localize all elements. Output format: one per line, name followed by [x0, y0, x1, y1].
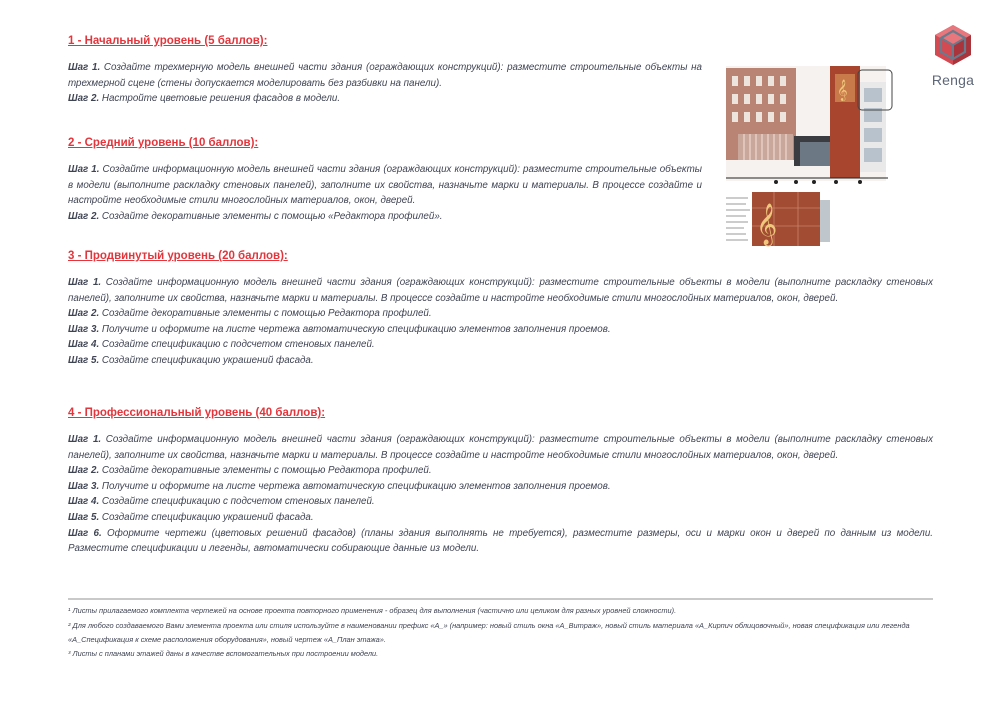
step: Шаг 1. Создайте информационную модель внешней части здания (ограждающих конструкций): разместите строительные объекты в модели (выполните раскладку стеновых панелей), заполните их свойства, назначьте марки и материалы. В процессе создайте и настройте необходимые стили многослойных материалов, окон, дверей. — [68, 434, 933, 461]
footnote-3: ³ Листы с планами этажей даны в качестве вспомогательных при построении модели. — [68, 649, 379, 658]
footnote-divider — [68, 598, 933, 600]
svg-text:𝄞: 𝄞 — [837, 80, 848, 101]
level-4-title: 4 - Профессиональный уровень (40 баллов): — [68, 407, 326, 419]
facade-illustration — [718, 50, 904, 250]
step: Шаг 5. Создайте спецификацию украшений фасада. — [68, 511, 314, 523]
level-3-steps — [68, 275, 933, 369]
level-3-title: 3 - Продвинутый уровень (20 баллов): — [68, 250, 288, 262]
step: Шаг 4. Создайте спецификацию с подсчетом стеновых панелей. — [68, 339, 375, 351]
step: Шаг 2. Создайте декоративные элементы с помощью Редактора профилей. — [68, 465, 432, 477]
step: Шаг 1. Создайте трехмерную модель внешней части здания (ограждающих конструкций): разместите строительные объекты на трехмерной сцене (стены допускается моделировать без разбивки на панели). — [68, 62, 702, 89]
level-2-steps — [68, 162, 702, 224]
renga-logo-icon — [924, 22, 982, 72]
step: Шаг 1. Создайте информационную модель внешней части здания (ограждающих конструкций): разместите строительные объекты в модели (выполните раскладку стеновых панелей), заполните их свойства, назначьте марки и материалы. В процессе создайте и настройте необходимые стили многослойных материалов, окон, дверей. — [68, 164, 702, 207]
step: Шаг 3. Получите и оформите на листе чертежа автоматическую спецификацию элементов заполнения проемов. — [68, 480, 611, 492]
brand-name: Renga — [931, 72, 975, 88]
step: Шаг 4. Создайте спецификацию с подсчетом стеновых панелей. — [68, 496, 375, 508]
step: Шаг 2. Настройте цветовые решения фасадов в модели. — [68, 93, 341, 105]
level-1-steps — [68, 60, 702, 107]
level-2-title: 2 - Средний уровень (10 баллов): — [68, 137, 259, 149]
step: Шаг 2. Создайте декоративные элементы с помощью Редактора профилей. — [68, 308, 432, 320]
level-4-steps — [68, 432, 933, 557]
step: Шаг 1. Создайте информационную модель внешней части здания (ограждающих конструкций): разместите строительные объекты в модели (выполните раскладку стеновых панелей), заполните их свойства, назначьте марки и материалы. В процессе создайте и настройте необходимые стили многослойных материалов, окон, дверей. — [68, 277, 933, 304]
footnote-2: ² Для любого создаваемого Вами элемента проекта или стиля используйте в наименовании префикс «А_» (например: новый стиль окна «А_Витраж», новый стиль материала «А_Кирпич облицовочный», новая спецификация или легенда «А_Спецификация к схеме расположения оборудования», новый чертеж «А_План этажа». — [68, 621, 910, 644]
step: Шаг 5. Создайте спецификацию украшений фасада. — [68, 354, 314, 366]
step: Шаг 6. Оформите чертежи (цветовых решений фасадов) (планы здания выполнять не требуется), разместите размеры, оси и марки окон и дверей по данным из модели. Разместите спецификации и легенды, автоматически собирающие данные из модели. — [68, 527, 933, 555]
step: Шаг 3. Получите и оформите на листе чертежа автоматическую спецификацию элементов заполнения проемов. — [68, 323, 611, 335]
svg-text:𝄞: 𝄞 — [756, 204, 778, 245]
step: Шаг 2. Создайте декоративные элементы с помощью «Редактора профилей». — [68, 210, 443, 222]
footnote-1: ¹ Листы прилагаемого комплекта чертежей на основе проекта повторного применения - образец для выполнения (частично или целиком для разных уровней сложности). — [68, 606, 677, 615]
level-1-title: 1 - Начальный уровень (5 баллов): — [68, 35, 268, 47]
